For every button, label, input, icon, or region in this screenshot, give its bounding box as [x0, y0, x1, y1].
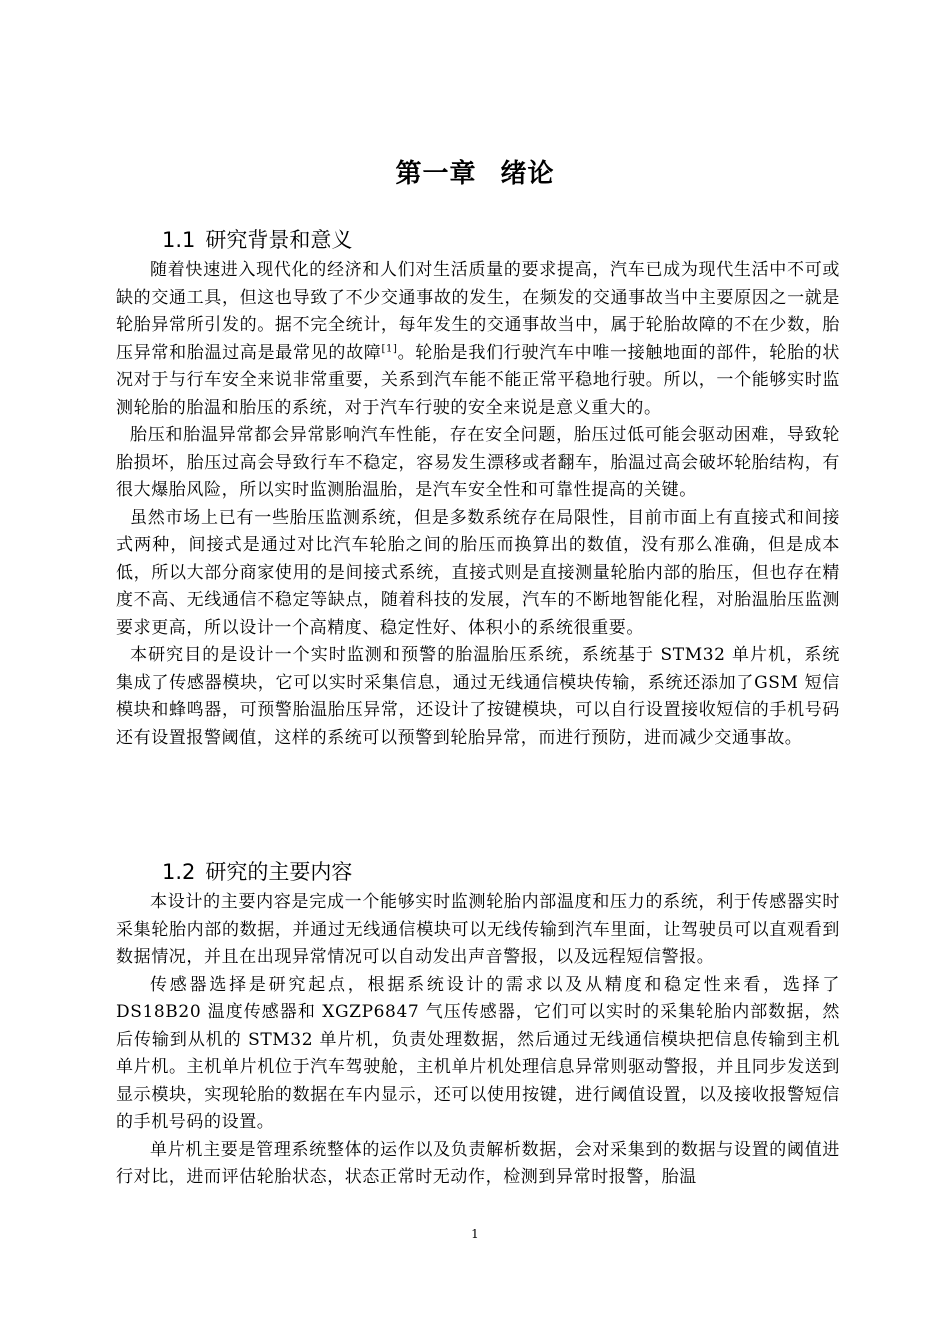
- chapter-number: 第一章: [395, 159, 477, 189]
- paragraph: 传感器选择是研究起点，根据系统设计的需求以及从精度和稳定性来看，选择了DS18B20 温度传感器和 XGZP6847 气压传感器，它们可以实时的采集轮胎内部数据，然后传输到从机的 STM32 单片机，负责处理数据，然后通过无线通信模块把信息传输到主机单片机。主机单片机位于汽车驾驶舱，主机单片机处理信息异常则驱动警报，并且同步发送到显示模块，实现轮胎的数据在车内显示，还可以使用按键，进行阈值设置，以及接收报警短信的手机号码的设置。: [116, 974, 840, 1132]
- section-1-2-heading: [162, 857, 352, 887]
- paragraph-text: 。轮胎是我们行驶汽车中唯一接触地面的部件，轮胎的状况对于与行车安全来说非常重要，关系到汽车能不能正常平稳地行驶。所以，一个能够实时监测轮胎的胎温和胎压的系统，对于汽车行驶的安全来说是意义重大的。: [116, 342, 841, 418]
- paragraph: 胎压和胎温异常都会异常影响汽车性能，存在安全问题，胎压过低可能会驱动困难，导致轮胎损坏，胎压过高会导致行车不稳定，容易发生漂移或者翻车，胎温过高会破坏轮胎结构，有很大爆胎风险，所以实时监测胎温胎，是汽车安全性和可靠性提高的关键。: [116, 425, 840, 500]
- page-number: 1: [471, 1227, 479, 1241]
- paragraph: [116, 257, 840, 422]
- section-number: 1.1: [162, 228, 196, 252]
- section-1-1-heading: [162, 225, 352, 255]
- section-title: 研究的主要内容: [205, 860, 353, 884]
- paragraph: 本研究目的是设计一个实时监测和预警的胎温胎压系统，系统基于 STM32 单片机，系统集成了传感器模块，它可以实时采集信息，通过无线通信模块传输，系统还添加了GSM 短信模块和蜂鸣器，可预警胎温胎压异常，还设计了按键模块，可以自行设置接收短信的手机号码还有设置报警阈值，这样的系统可以预警到轮胎异常，而进行预防，进而减少交通事故。: [116, 645, 840, 748]
- section-1-1-body: [116, 257, 840, 752]
- chapter-name: 绪论: [500, 159, 555, 189]
- paragraph: 虽然市场上已有一些胎压监测系统，但是多数系统存在局限性，目前市面上有直接式和间接式两种，间接式是通过对比汽车轮胎之间的胎压而换算出的数值，没有那么准确，但是成本低，所以大部分商家使用的是间接式系统，直接式则是直接测量轮胎内部的胎压，但也存在精度不高、无线通信不稳定等缺点，随着科技的发展，汽车的不断地智能化程，对胎温胎压监测要求更高，所以设计一个高精度、稳定性好、体积小的系统很重要。: [116, 507, 840, 638]
- section-title: 研究背景和意义: [205, 228, 353, 252]
- section-1-2-body: [116, 889, 840, 1192]
- paragraph-text: 随着快速进入现代化的经济和人们对生活质量的要求提高，汽车已成为现代生活中不可或缺的交通工具，但这也导致了不少交通事故的发生，在频发的交通事故当中主要原因之一就是轮胎异常所引发的。据不完全统计，每年发生的交通事故当中，属于轮胎故障的不在少数，胎压异常和胎温过高是最常见的故障: [116, 260, 840, 363]
- paragraph: 本设计的主要内容是完成一个能够实时监测轮胎内部温度和压力的系统，利于传感器实时采集轮胎内部的数据，并通过无线通信模块可以无线传输到汽车里面，让驾驶员可以直观看到数据情况，并且在出现异常情况可以自动发出声音警报，以及远程短信警报。: [116, 892, 840, 967]
- chapter-title: [0, 152, 950, 196]
- section-number: 1.2: [162, 860, 196, 884]
- citation-marker[interactable]: [1]: [381, 342, 398, 354]
- paragraph: 单片机主要是管理系统整体的运作以及负责解析数据，会对采集到的数据与设置的阈值进行对比，进而评估轮胎状态，状态正常时无动作，检测到异常时报警，胎温: [116, 1139, 840, 1187]
